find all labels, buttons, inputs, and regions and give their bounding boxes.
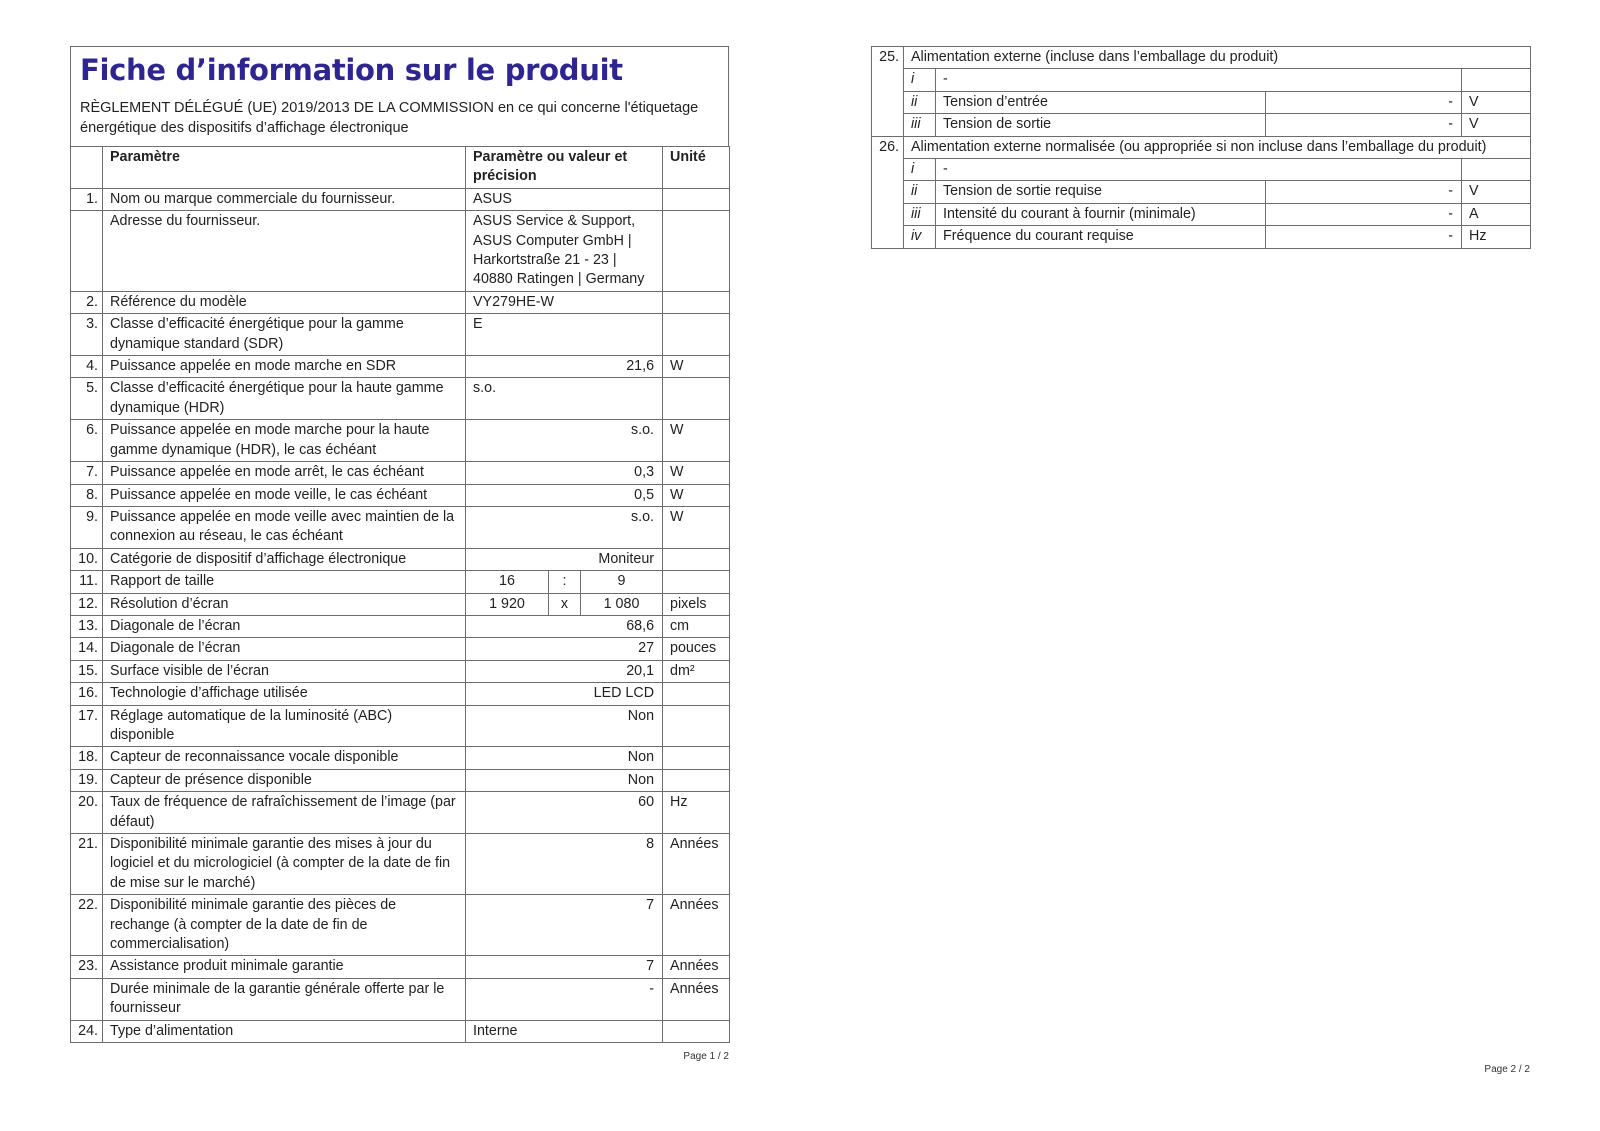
row-unit [663, 683, 730, 705]
row-unit: V [1462, 91, 1531, 113]
table-row [71, 548, 730, 570]
row-label: Fréquence du courant requise [936, 226, 1266, 248]
row-number: 2. [71, 291, 103, 313]
row-unit [663, 314, 730, 356]
table-row [71, 705, 730, 747]
row-label: Puissance appelée en mode arrêt, le cas échéant [103, 462, 466, 484]
row-number: 16. [71, 683, 103, 705]
row-label: Catégorie de dispositif d’affichage électronique [103, 548, 466, 570]
row-value: Moniteur [466, 548, 663, 570]
row-label: Résolution d’écran [103, 593, 466, 615]
resolution-width: 1 920 [466, 593, 549, 615]
row-index: iii [904, 114, 936, 136]
row-label: - [936, 159, 1462, 181]
row-unit: Années [663, 834, 730, 895]
row-label: Diagonale de l’écran [103, 638, 466, 660]
row-unit: Années [663, 978, 730, 1020]
table-row [71, 462, 730, 484]
row-value: 21,6 [466, 356, 663, 378]
row-label: Rapport de taille [103, 571, 466, 593]
row-unit: Hz [1462, 226, 1531, 248]
row-index: i [904, 69, 936, 91]
row-unit [663, 378, 730, 420]
row-unit: Années [663, 895, 730, 956]
regulation-subtitle: RÈGLEMENT DÉLÉGUÉ (UE) 2019/2013 DE LA COMMISSION en ce qui concerne l'étiquetage énergétique des dispositifs d’affichage électronique [80, 100, 699, 136]
row-number: 3. [71, 314, 103, 356]
row-value: - [466, 978, 663, 1020]
row-unit [663, 211, 730, 292]
row-unit [1462, 159, 1531, 181]
row-value: 68,6 [466, 615, 663, 637]
table-row [71, 895, 730, 956]
table-row [872, 159, 1531, 181]
row-label: Puissance appelée en mode veille, le cas échéant [103, 484, 466, 506]
row-index: ii [904, 181, 936, 203]
row-value: Non [466, 747, 663, 769]
table-row [71, 956, 730, 978]
section-25-header [872, 47, 1531, 69]
row-value: Non [466, 705, 663, 747]
row-label: Assistance produit minimale garantie [103, 956, 466, 978]
row-value: 8 [466, 834, 663, 895]
row-number: 8. [71, 484, 103, 506]
table-row [71, 638, 730, 660]
row-unit [663, 747, 730, 769]
table-row [872, 114, 1531, 136]
section-number: 25. [872, 47, 904, 137]
table-header-row [71, 147, 730, 189]
row-label: Référence du modèle [103, 291, 466, 313]
row-number: 11. [71, 571, 103, 593]
table-row [71, 593, 730, 615]
row-value: 7 [466, 895, 663, 956]
row-value: - [1266, 203, 1462, 225]
table-row [71, 615, 730, 637]
row-label: Type d’alimentation [103, 1020, 466, 1042]
row-label: Puissance appelée en mode marche en SDR [103, 356, 466, 378]
row-unit [663, 571, 730, 593]
row-value: 20,1 [466, 660, 663, 682]
row-value: - [1266, 226, 1462, 248]
row-unit: Hz [663, 792, 730, 834]
table-row [71, 211, 730, 292]
table-row [71, 291, 730, 313]
row-number: 9. [71, 506, 103, 548]
table-row [872, 91, 1531, 113]
row-number: 10. [71, 548, 103, 570]
row-label: Durée minimale de la garantie générale offerte par le fournisseur [103, 978, 466, 1020]
row-value: - [1266, 91, 1462, 113]
row-unit: pixels [663, 593, 730, 615]
page-title: Fiche d’information sur le produit [80, 53, 623, 87]
row-number: 5. [71, 378, 103, 420]
row-value: E [466, 314, 663, 356]
row-number [71, 211, 103, 292]
row-number: 13. [71, 615, 103, 637]
section-title: Alimentation externe (incluse dans l’emballage du produit) [904, 47, 1531, 69]
table-row [872, 203, 1531, 225]
row-label: Disponibilité minimale garantie des mises à jour du logiciel et du micrologiciel (à compter de la date de fin de mise sur le marché) [103, 834, 466, 895]
header-value: Paramètre ou valeur et précision [466, 147, 663, 189]
row-number: 15. [71, 660, 103, 682]
resolution-separator: x [549, 593, 581, 615]
table-row [71, 660, 730, 682]
row-value: Interne [466, 1020, 663, 1042]
row-label: Technologie d’affichage utilisée [103, 683, 466, 705]
table-row [71, 1020, 730, 1042]
row-value: 60 [466, 792, 663, 834]
table-row [71, 378, 730, 420]
row-label: Capteur de présence disponible [103, 769, 466, 791]
page-2 [871, 46, 1530, 1075]
table-row [71, 188, 730, 210]
row-number: 24. [71, 1020, 103, 1042]
section-26-header [872, 136, 1531, 158]
row-index: i [904, 159, 936, 181]
row-number [71, 978, 103, 1020]
row-number: 22. [71, 895, 103, 956]
section-title: Alimentation externe normalisée (ou appropriée si non incluse dans l’emballage du produit) [904, 136, 1531, 158]
row-unit [663, 1020, 730, 1042]
table-row [71, 484, 730, 506]
row-label: Diagonale de l’écran [103, 615, 466, 637]
row-value: s.o. [466, 420, 663, 462]
row-unit: V [1462, 114, 1531, 136]
row-value: VY279HE-W [466, 291, 663, 313]
row-unit [663, 188, 730, 210]
row-value: ASUS [466, 188, 663, 210]
row-unit: W [663, 484, 730, 506]
product-info-table [70, 146, 730, 1043]
row-value: 7 [466, 956, 663, 978]
row-unit: cm [663, 615, 730, 637]
row-label: Tension d’entrée [936, 91, 1266, 113]
ratio-width: 16 [466, 571, 549, 593]
row-label: Tension de sortie requise [936, 181, 1266, 203]
header-param: Paramètre [103, 147, 466, 189]
row-label: Classe d’efficacité énergétique pour la gamme dynamique standard (SDR) [103, 314, 466, 356]
row-value: LED LCD [466, 683, 663, 705]
row-label: Adresse du fournisseur. [103, 211, 466, 292]
row-number: 7. [71, 462, 103, 484]
table-row [872, 181, 1531, 203]
row-number: 19. [71, 769, 103, 791]
row-number: 6. [71, 420, 103, 462]
row-number: 21. [71, 834, 103, 895]
table-row [71, 571, 730, 593]
header-unit: Unité [663, 147, 730, 189]
table-row [71, 314, 730, 356]
table-row [872, 226, 1531, 248]
row-unit [663, 548, 730, 570]
row-unit [663, 291, 730, 313]
row-number: 17. [71, 705, 103, 747]
table-row [71, 834, 730, 895]
row-unit: dm² [663, 660, 730, 682]
table-row [71, 420, 730, 462]
row-value: 27 [466, 638, 663, 660]
row-index: iv [904, 226, 936, 248]
section-number: 26. [872, 136, 904, 248]
row-label: Puissance appelée en mode marche pour la haute gamme dynamique (HDR), le cas échéant [103, 420, 466, 462]
row-label: - [936, 69, 1462, 91]
row-value: s.o. [466, 378, 663, 420]
page-footer: Page 2 / 2 [1484, 1064, 1530, 1075]
table-row [71, 506, 730, 548]
row-unit: W [663, 462, 730, 484]
row-label: Surface visible de l’écran [103, 660, 466, 682]
row-unit: Années [663, 956, 730, 978]
power-supply-table [871, 46, 1531, 249]
page-footer: Page 1 / 2 [683, 1051, 729, 1063]
resolution-height: 1 080 [581, 593, 663, 615]
table-row [71, 683, 730, 705]
row-index: ii [904, 91, 936, 113]
row-unit: W [663, 420, 730, 462]
row-unit: pouces [663, 638, 730, 660]
table-row [71, 356, 730, 378]
row-number: 1. [71, 188, 103, 210]
row-number: 12. [71, 593, 103, 615]
row-unit [663, 705, 730, 747]
row-label: Intensité du courant à fournir (minimale) [936, 203, 1266, 225]
row-label: Tension de sortie [936, 114, 1266, 136]
table-row [71, 792, 730, 834]
row-number: 14. [71, 638, 103, 660]
row-label: Puissance appelée en mode veille avec maintien de la connexion au réseau, le cas échéant [103, 506, 466, 548]
row-number: 4. [71, 356, 103, 378]
row-label: Nom ou marque commerciale du fournisseur. [103, 188, 466, 210]
row-unit [1462, 69, 1531, 91]
row-number: 23. [71, 956, 103, 978]
row-label: Capteur de reconnaissance vocale disponible [103, 747, 466, 769]
row-number: 20. [71, 792, 103, 834]
row-number: 18. [71, 747, 103, 769]
row-label: Réglage automatique de la luminosité (ABC) disponible [103, 705, 466, 747]
row-unit: V [1462, 181, 1531, 203]
row-value: 0,5 [466, 484, 663, 506]
table-row [872, 69, 1531, 91]
page-1 [70, 46, 729, 1062]
ratio-height: 9 [581, 571, 663, 593]
row-label: Classe d’efficacité énergétique pour la haute gamme dynamique (HDR) [103, 378, 466, 420]
ratio-separator: : [549, 571, 581, 593]
row-index: iii [904, 203, 936, 225]
row-label: Disponibilité minimale garantie des pièces de rechange (à compter de la date de fin de commercialisation) [103, 895, 466, 956]
sheet-header [70, 46, 729, 146]
row-value: Non [466, 769, 663, 791]
row-unit: W [663, 356, 730, 378]
row-value: ASUS Service & Support, ASUS Computer GmbH | Harkortstraße 21 - 23 | 40880 Ratingen | Germany [466, 211, 663, 292]
table-row [71, 747, 730, 769]
row-unit: A [1462, 203, 1531, 225]
row-value: 0,3 [466, 462, 663, 484]
table-row [71, 769, 730, 791]
row-unit [663, 769, 730, 791]
row-unit: W [663, 506, 730, 548]
table-row [71, 978, 730, 1020]
row-value: - [1266, 114, 1462, 136]
row-value: s.o. [466, 506, 663, 548]
row-value: - [1266, 181, 1462, 203]
row-label: Taux de fréquence de rafraîchissement de l’image (par défaut) [103, 792, 466, 834]
